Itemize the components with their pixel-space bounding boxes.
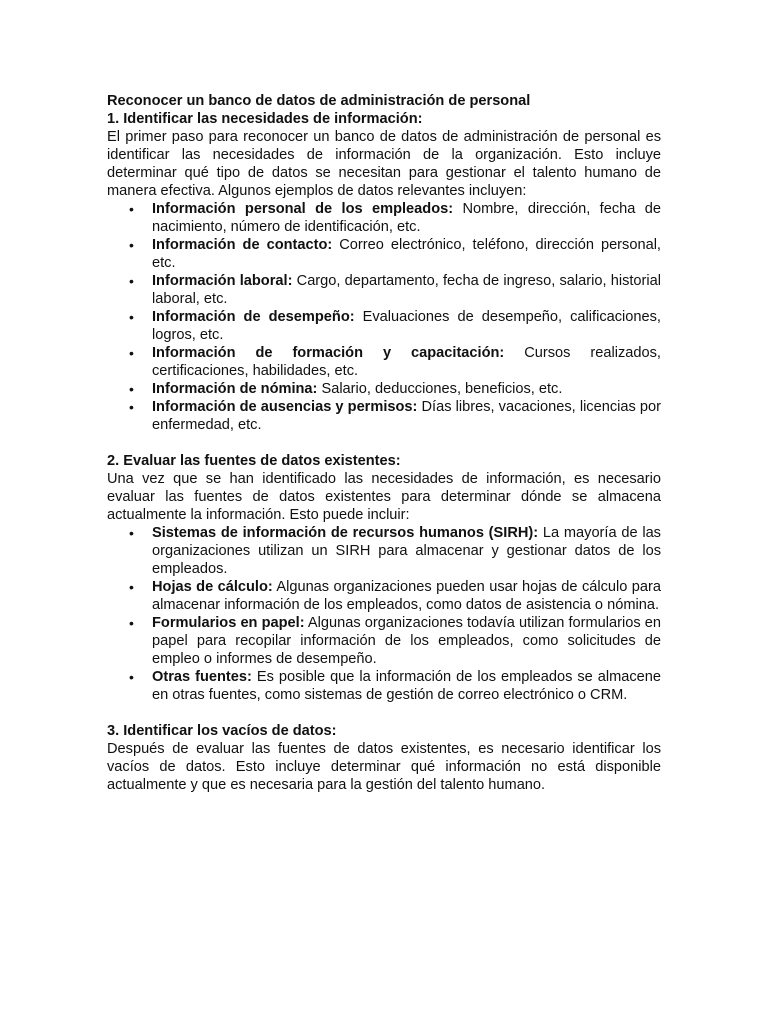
list-item xyxy=(107,668,661,704)
section-heading-3: 3. Identificar los vacíos de datos: xyxy=(107,723,337,739)
bullet-icon: • xyxy=(129,201,134,217)
list-item xyxy=(107,344,661,380)
list-item-term: Hojas de cálculo: xyxy=(152,579,273,595)
list-item xyxy=(107,236,661,272)
bullet-list-1 xyxy=(107,200,661,434)
list-item xyxy=(107,524,661,578)
list-item-term: Información laboral: xyxy=(152,273,293,289)
list-item-text: Salario, deducciones, beneficios, etc. xyxy=(321,381,563,397)
list-item xyxy=(107,308,661,344)
list-item-text: Nombre, dirección, fecha de nacimiento, número de identificación, etc. xyxy=(152,201,662,235)
list-item-term: Información de contacto: xyxy=(152,237,333,253)
bullet-list-2 xyxy=(107,524,661,704)
list-item-term: Otras fuentes: xyxy=(152,669,252,685)
bullet-icon: • xyxy=(129,381,134,397)
list-item-text: Cargo, departamento, fecha de ingreso, salario, historial laboral, etc. xyxy=(152,273,661,307)
list-item-term: Información de desempeño: xyxy=(152,309,355,325)
list-item-text: Días libres, vacaciones, licencias por enfermedad, etc. xyxy=(152,399,661,433)
section-heading-1: 1. Identificar las necesidades de información: xyxy=(107,111,423,127)
section-intro-3: Después de evaluar las fuentes de datos existentes, es necesario identificar los vacíos de datos. Esto incluye determinar qué información no está disponible actualmente y que es necesaria para la gestión del talento humano. xyxy=(107,741,661,793)
section-intro-1: El primer paso para reconocer un banco de datos de administración de personal es identificar las necesidades de información de la organización. Esto incluye determinar qué tipo de datos se necesitan para gestionar el talento humano de manera efectiva. Algunos ejemplos de datos relevantes incluyen: xyxy=(107,129,661,199)
bullet-icon: • xyxy=(129,579,134,595)
list-item-term: Formularios en papel: xyxy=(152,615,305,631)
bullet-icon: • xyxy=(129,669,134,685)
list-item-text: Evaluaciones de desempeño, calificaciones, logros, etc. xyxy=(152,309,661,343)
list-item-text: Algunas organizaciones todavía utilizan formularios en papel para recopilar información de los empleados, como solicitudes de empleo o informes de desempeño. xyxy=(152,615,662,667)
bullet-icon: • xyxy=(129,345,134,361)
list-item xyxy=(107,200,661,236)
list-item xyxy=(107,614,661,668)
section-heading-2: 2. Evaluar las fuentes de datos existentes: xyxy=(107,453,401,469)
list-item xyxy=(107,272,661,308)
list-item-text: La mayoría de las organizaciones utilizan un SIRH para almacenar y gestionar datos de los empleados. xyxy=(152,525,661,577)
list-item-term: Información de ausencias y permisos: xyxy=(152,399,418,415)
list-item-text: Es posible que la información de los empleados se almacene en otras fuentes, como sistemas de gestión de correo electrónico o CRM. xyxy=(152,669,661,703)
list-item xyxy=(107,380,661,398)
list-item xyxy=(107,398,661,434)
bullet-icon: • xyxy=(129,525,134,541)
bullet-icon: • xyxy=(129,615,134,631)
list-item-text: Cursos realizados, certificaciones, habilidades, etc. xyxy=(152,345,661,379)
bullet-icon: • xyxy=(129,237,134,253)
bullet-icon: • xyxy=(129,273,134,289)
section-intro-2: Una vez que se han identificado las necesidades de información, es necesario evaluar las fuentes de datos existentes para determinar dónde se almacena actualmente la información. Esto puede incluir: xyxy=(107,471,661,523)
list-item xyxy=(107,578,661,614)
bullet-icon: • xyxy=(129,399,134,415)
list-item-term: Información personal de los empleados: xyxy=(152,201,454,217)
document-title: Reconocer un banco de datos de administración de personal xyxy=(107,93,531,109)
list-item-text: Algunas organizaciones pueden usar hojas de cálculo para almacenar información de los empleados, como datos de asistencia o nómina. xyxy=(152,579,661,613)
bullet-icon: • xyxy=(129,309,134,325)
list-item-term: Información de formación y capacitación: xyxy=(152,345,505,361)
list-item-term: Información de nómina: xyxy=(152,381,318,397)
list-item-text: Correo electrónico, teléfono, dirección personal, etc. xyxy=(152,237,661,271)
list-item-term: Sistemas de información de recursos humanos (SIRH): xyxy=(152,525,539,541)
document-page xyxy=(107,92,661,794)
